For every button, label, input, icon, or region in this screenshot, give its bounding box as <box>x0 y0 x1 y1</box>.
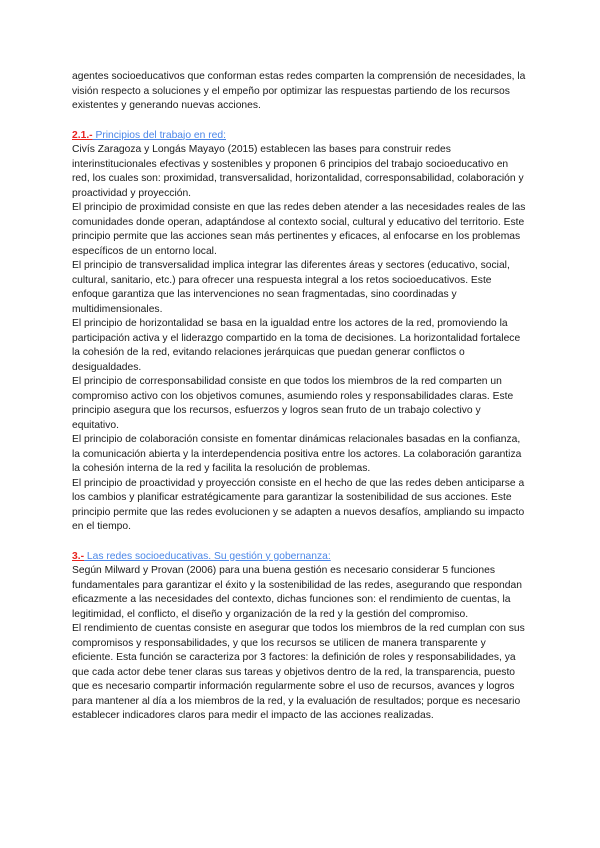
document-page <box>72 70 528 724</box>
paragraph-horizontality: El principio de horizontalidad se basa en la igualdad entre los actores de la red, promoviendo la participación activa y el liderazgo compartido en la toma de decisiones. La horizontalidad fortalece la cohesión de la red, evitando relaciones jerárquicas que puedan generar conflictos o desigualdades. <box>72 318 521 373</box>
paragraph-management-functions: Según Milward y Provan (2006) para una buena gestión es necesario considerar 5 funciones fundamentales para garantizar el éxito y la sostenibilidad de las redes, asegurando que respondan eficazmente a las necesidades del contexto, dichas funciones son: el rendimiento de cuentas, la legitimidad, el conflicto, el diseño y organización de la red y la gestión del compromiso. <box>72 565 522 620</box>
intro-paragraph: agentes socioeducativos que conforman estas redes comparten la comprensión de necesidades, la visión respecto a soluciones y el empeño por optimizar las respuestas partiendo de los recursos existentes y generando nuevas acciones. <box>72 71 526 111</box>
paragraph-collaboration: El principio de colaboración consiste en fomentar dinámicas relacionales basadas en la confianza, la comunicación abierta y la interdependencia positiva entre los actores. La colaboración garantiza la cohesión interna de la red y facilita la resolución de problemas. <box>72 434 522 474</box>
section-2-1-number: 2.1.- <box>72 129 93 141</box>
section-2-1-title: Principios del trabajo en red: <box>92 129 226 141</box>
spacer <box>72 535 528 550</box>
paragraph-accountability: El rendimiento de cuentas consiste en asegurar que todos los miembros de la red cumplan con sus compromisos y responsabilidades, y que los recursos se utilicen de manera transparente y eficiente. Esta función se caracteriza por 3 factores: la definición de roles y responsabilidades, ya que cada actor debe tener claras sus tareas y objetivos dentro de la red, la transparencia, puesto que es necesario compartir información regularmente sobre el uso de recursos, avances y logros para mantener al día a los miembros de la red, y la evaluación de resultados; porque es necesario establecer indicadores claros para medir el impacto de las acciones realizadas. <box>72 623 525 721</box>
section-3-heading <box>72 550 528 565</box>
section-3-title: Las redes socioeducativas. Su gestión y gobernanza: <box>84 550 331 562</box>
spacer <box>72 114 528 129</box>
paragraph-proactivity: El principio de proactividad y proyección consiste en el hecho de que las redes deben anticiparse a los cambios y planificar estratégicamente para garantizar la sostenibilidad de sus acciones. Este principio permite que las redes evolucionen y se adapten a nuevos desafíos, ampliando su impacto en el tiempo. <box>72 477 525 532</box>
paragraph-coresponsibility: El principio de corresponsabilidad consiste en que todos los miembros de la red comparten un compromiso activo con los objetivos comunes, asumiendo roles y responsabilidades claras. Este principio asegura que los recursos, esfuerzos y logros sean fruto de un trabajo colectivo y equitativo. <box>72 376 514 431</box>
paragraph-transversality: El principio de transversalidad implica integrar las diferentes áreas y sectores (educativo, social, cultural, sanitario, etc.) para ofrecer una respuesta integral a los retos socioeducativos. Este enfoque garantiza que las intervenciones no sean fragmentadas, sino coordinadas y multidimensionales. <box>72 260 510 315</box>
section-2-1-heading <box>72 129 528 144</box>
paragraph-principles-intro: Civís Zaragoza y Longás Mayayo (2015) establecen las bases para construir redes interinstitucionales efectivas y sostenibles y proponen 6 principios del trabajo socioeducativo en red, los cuales son: proximidad, transversalidad, horizontalidad, corresponsabilidad, colaboración y proactividad y proyección. <box>72 144 524 199</box>
paragraph-proximity: El principio de proximidad consiste en que las redes deben atender a las necesidades reales de las comunidades donde operan, adaptándose al contexto social, cultural y educativo del territorio. Este principio permite que las acciones sean más pertinentes y eficaces, al enfocarse en los problemas específicos de un entorno local. <box>72 202 526 257</box>
section-3-number: 3.- <box>72 550 85 562</box>
